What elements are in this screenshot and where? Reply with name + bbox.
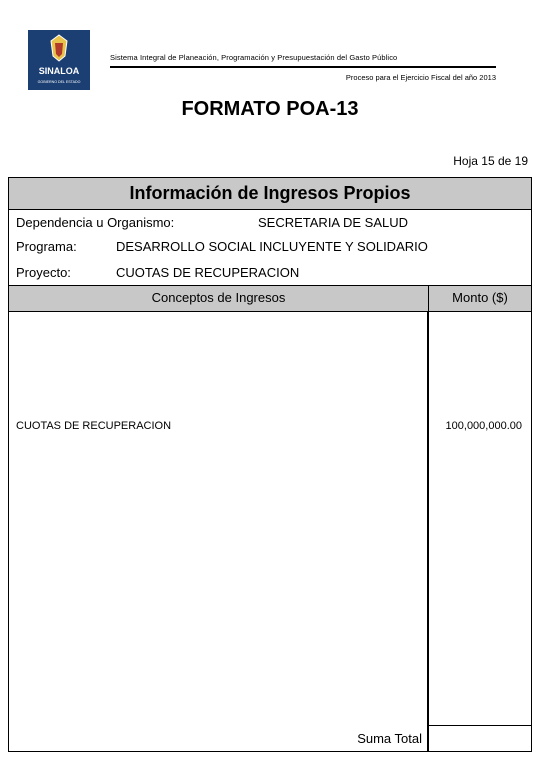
total-label: Suma Total: [357, 731, 422, 746]
header-rule: [110, 66, 496, 68]
logo-text: SINALOA: [38, 66, 80, 76]
system-title: Sistema Integral de Planeación, Programación y Presupuestación del Gasto Público: [110, 53, 398, 62]
table-row-concept: CUOTAS DE RECUPERACION: [16, 420, 172, 432]
total-value-box: [428, 725, 532, 752]
process-title: Proceso para el Ejercicio Fiscal del año 2013: [345, 73, 496, 82]
concept-column: [9, 312, 428, 752]
sinaloa-logo: [28, 30, 90, 90]
programa-value: DESARROLLO SOCIAL INCLUYENTE Y SOLIDARIO: [116, 239, 428, 254]
dependencia-value: SECRETARIA DE SALUD: [258, 215, 409, 230]
proyecto-label: Proyecto:: [16, 265, 71, 280]
table-row-amount: 100,000,000.00: [445, 420, 522, 432]
logo-subtext: GOBIERNO DEL ESTADO: [37, 80, 81, 84]
concept-column-header: Conceptos de Ingresos: [151, 290, 286, 305]
proyecto-value: CUOTAS DE RECUPERACION: [116, 265, 300, 280]
column-divider: [428, 285, 429, 752]
amount-column-header: Monto ($): [452, 290, 508, 305]
section-title: Información de Ingresos Propios: [9, 178, 531, 210]
programa-label: Programa:: [16, 239, 77, 254]
format-title: FORMATO POA-13: [181, 98, 359, 120]
page-label: Hoja 15 de 19: [453, 154, 528, 168]
dependencia-label: Dependencia u Organismo:: [16, 215, 175, 230]
